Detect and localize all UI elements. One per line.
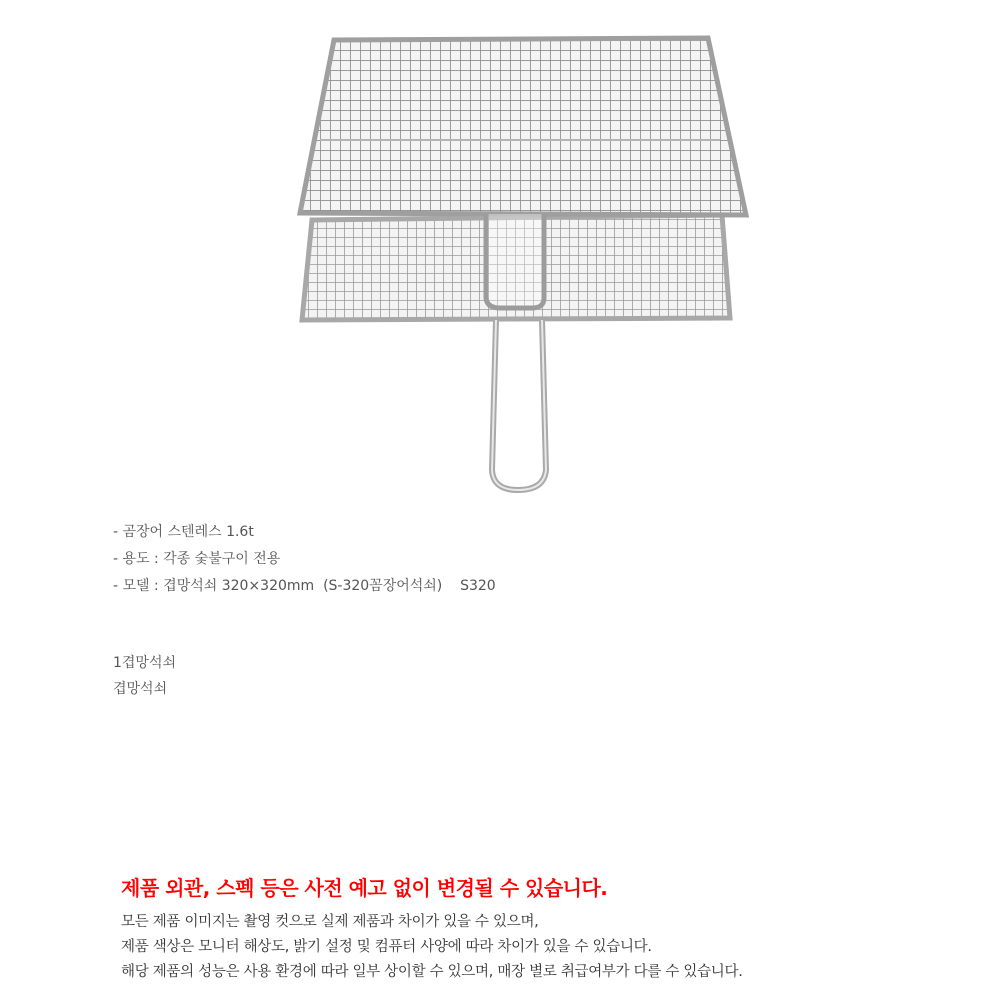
notice-line-image: 모든 제품 이미지는 촬영 컷으로 실제 제품과 차이가 있을 수 있으며, xyxy=(121,914,539,930)
spec-material: - 곰장어 스텐레스 1.6t xyxy=(113,524,254,540)
notice-line-color: 제품 색상은 모니터 해상도, 밝기 설정 및 컴퓨터 사양에 따라 차이가 있을 수 있습니다. xyxy=(121,939,652,955)
notice-line-performance: 해당 제품의 성능은 사용 환경에 따라 일부 상이할 수 있으며, 매장 별로 취급여부가 다를 수 있습니다. xyxy=(121,964,743,980)
product-name-block xyxy=(113,650,176,702)
handle-loop xyxy=(486,214,544,308)
spec-list xyxy=(113,519,496,600)
upper-grill xyxy=(300,38,746,215)
notice-lines xyxy=(121,910,743,985)
grill-handle xyxy=(492,320,546,490)
spec-model: - 모델 : 겹망석쇠 320×320mm (S-320꼼장어석쇠) S320 xyxy=(113,578,496,594)
product-name-single: 1겹망석쇠 xyxy=(113,655,177,671)
product-name-double: 겹망석쇠 xyxy=(113,681,168,697)
notice-title: 제품 외관, 스펙 등은 사전 예고 없이 변경될 수 있습니다. xyxy=(121,876,608,900)
spec-usage: - 용도 : 각종 숯불구이 전용 xyxy=(113,551,281,567)
product-image xyxy=(290,30,760,500)
